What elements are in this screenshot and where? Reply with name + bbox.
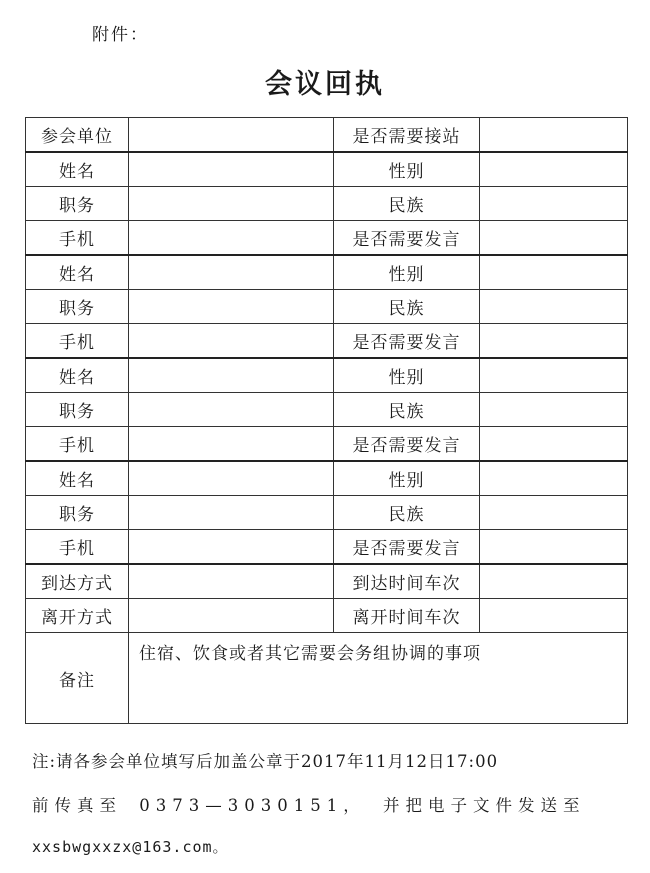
phone-label: 手机 <box>26 427 129 462</box>
ethnicity-label: 民族 <box>334 496 480 530</box>
attendee-2-position-row <box>26 290 628 324</box>
ethnicity-field[interactable] <box>480 187 628 221</box>
name-field[interactable] <box>129 358 334 393</box>
gender-label: 性别 <box>334 461 480 496</box>
attendee-2-name-row <box>26 255 628 290</box>
phone-field[interactable] <box>129 427 334 462</box>
phone-label: 手机 <box>26 324 129 359</box>
position-label: 职务 <box>26 496 129 530</box>
attendee-4-phone-row <box>26 530 628 565</box>
ethnicity-label: 民族 <box>334 393 480 427</box>
ethnicity-field[interactable] <box>480 290 628 324</box>
name-field[interactable] <box>129 255 334 290</box>
position-field[interactable] <box>129 393 334 427</box>
arrival-method-field[interactable] <box>129 564 334 599</box>
remarks-row <box>26 633 628 724</box>
pickup-label: 是否需要接站 <box>334 118 480 153</box>
name-label: 姓名 <box>26 152 129 187</box>
departure-method-label: 离开方式 <box>26 599 129 633</box>
attendee-3-phone-row <box>26 427 628 462</box>
position-label: 职务 <box>26 290 129 324</box>
remarks-field[interactable]: 住宿、饮食或者其它需要会务组协调的事项 <box>129 633 628 724</box>
position-field[interactable] <box>129 496 334 530</box>
speech-field[interactable] <box>480 324 628 359</box>
speech-label: 是否需要发言 <box>334 324 480 359</box>
position-field[interactable] <box>129 187 334 221</box>
attendee-1-position-row <box>26 187 628 221</box>
speech-label: 是否需要发言 <box>334 530 480 565</box>
position-field[interactable] <box>129 290 334 324</box>
departure-time-field[interactable] <box>480 599 628 633</box>
speech-field[interactable] <box>480 427 628 462</box>
phone-field[interactable] <box>129 324 334 359</box>
ethnicity-field[interactable] <box>480 393 628 427</box>
unit-field[interactable] <box>129 118 334 153</box>
page-title: 会议回执 <box>265 69 385 100</box>
phone-label: 手机 <box>26 530 129 565</box>
gender-field[interactable] <box>480 461 628 496</box>
gender-field[interactable] <box>480 152 628 187</box>
position-label: 职务 <box>26 187 129 221</box>
attendee-4-name-row <box>26 461 628 496</box>
speech-field[interactable] <box>480 530 628 565</box>
name-label: 姓名 <box>26 255 129 290</box>
attendee-3-name-row <box>26 358 628 393</box>
gender-field[interactable] <box>480 358 628 393</box>
note-line-1: 注:请各参会单位填写后加盖公章于2017年11月12日17:00 <box>32 752 499 771</box>
remarks-label: 备注 <box>26 633 129 724</box>
gender-field[interactable] <box>480 255 628 290</box>
speech-field[interactable] <box>480 221 628 256</box>
note-line-3: xxsbwgxxzx@163.com。 <box>32 838 229 856</box>
name-label: 姓名 <box>26 358 129 393</box>
gender-label: 性别 <box>334 152 480 187</box>
attachment-label: 附件： <box>92 25 149 45</box>
phone-field[interactable] <box>129 530 334 565</box>
gender-label: 性别 <box>334 358 480 393</box>
arrival-method-label: 到达方式 <box>26 564 129 599</box>
speech-label: 是否需要发言 <box>334 427 480 462</box>
attendee-4-position-row <box>26 496 628 530</box>
departure-row <box>26 599 628 633</box>
unit-label: 参会单位 <box>26 118 129 153</box>
gender-label: 性别 <box>334 255 480 290</box>
attendee-2-phone-row <box>26 324 628 359</box>
arrival-row <box>26 564 628 599</box>
speech-label: 是否需要发言 <box>334 221 480 256</box>
position-label: 职务 <box>26 393 129 427</box>
name-label: 姓名 <box>26 461 129 496</box>
ethnicity-label: 民族 <box>334 290 480 324</box>
reply-form-table <box>25 117 628 724</box>
arrival-time-field[interactable] <box>480 564 628 599</box>
arrival-time-label: 到达时间车次 <box>334 564 480 599</box>
phone-field[interactable] <box>129 221 334 256</box>
name-field[interactable] <box>129 152 334 187</box>
attendee-1-name-row <box>26 152 628 187</box>
departure-time-label: 离开时间车次 <box>334 599 480 633</box>
ethnicity-field[interactable] <box>480 496 628 530</box>
pickup-field[interactable] <box>480 118 628 153</box>
phone-label: 手机 <box>26 221 129 256</box>
attendee-3-position-row <box>26 393 628 427</box>
departure-method-field[interactable] <box>129 599 334 633</box>
note-line-2: 前传真至 0373—3030151， 并把电子文件发送至 <box>32 796 586 815</box>
name-field[interactable] <box>129 461 334 496</box>
unit-row <box>26 118 628 153</box>
ethnicity-label: 民族 <box>334 187 480 221</box>
attendee-1-phone-row <box>26 221 628 256</box>
